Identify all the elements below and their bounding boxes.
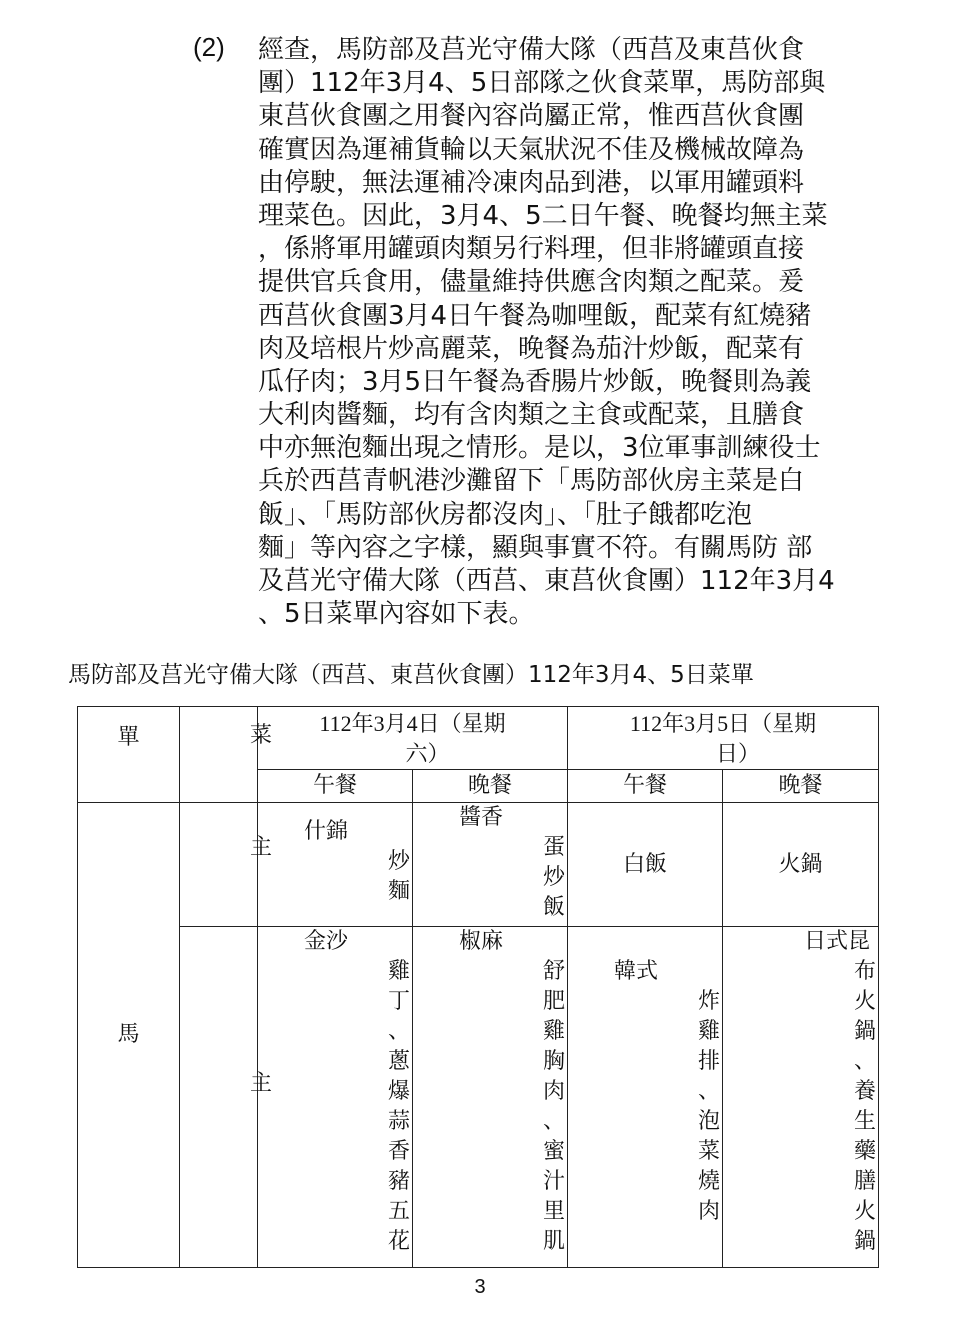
menu-char: 肥 xyxy=(542,989,565,1014)
paragraph-line: 瓜仔肉；3月5日午餐為香腸片炒飯，晚餐則為義 xyxy=(258,366,812,397)
lunch-header: 午餐 xyxy=(568,770,723,803)
menu-cell xyxy=(413,803,568,927)
menu-char: 花 xyxy=(387,1229,410,1254)
menu-char: 蔥 xyxy=(387,1049,410,1074)
menu-char: 肉 xyxy=(542,1079,565,1104)
paragraph-line: 理菜色。因此，3月4、5二日午餐、晚餐均無主菜 xyxy=(258,200,828,231)
menu-char: 養 xyxy=(853,1079,876,1104)
menu-char: 炒 xyxy=(542,865,565,890)
menu-char: 火 xyxy=(853,989,876,1014)
paragraph-line: 兵於西莒青帆港沙灘留下「馬防部伙房主菜是白 xyxy=(258,466,805,497)
menu-char: 丁 xyxy=(387,989,410,1014)
menu-char: 炒 xyxy=(387,849,410,874)
paragraph-line: 飯」、「馬防部伙房都沒肉」、「肚子餓都吃泡 xyxy=(258,499,753,530)
menu-char: 燒 xyxy=(697,1169,720,1194)
menu-item-start: 日式昆 xyxy=(803,929,870,954)
menu-item-start: 韓式 xyxy=(613,959,658,984)
menu-cell xyxy=(413,927,568,1268)
menu-char: 蜜 xyxy=(542,1139,565,1164)
menu-item-start: 醬香 xyxy=(458,805,503,830)
paragraph-line: 大利肉醬麵，均有含肉類之主食或配菜，且膳食 xyxy=(258,400,805,431)
menu-char: 藥 xyxy=(853,1139,876,1164)
menu-char: 、 xyxy=(697,1079,720,1104)
paragraph-line: 肉及培根片炒高麗菜，晚餐為茄汁炒飯，配菜有 xyxy=(258,333,805,364)
menu-char: 泡 xyxy=(697,1109,720,1134)
paragraph-line: 及莒光守備大隊（西莒、東莒伙食團）112年3月4 xyxy=(258,566,835,596)
menu-char: 肉 xyxy=(697,1199,720,1224)
menu-char: 飯 xyxy=(542,895,565,920)
paragraph-line: 經查，馬防部及莒光守備大隊（西莒及東莒伙食 xyxy=(258,35,805,65)
menu-char: 蛋 xyxy=(542,835,565,860)
page-number: 3 xyxy=(474,1276,486,1298)
menu-char: 麵 xyxy=(387,879,410,904)
menu-char: 菜 xyxy=(697,1139,720,1164)
menu-char: 生 xyxy=(853,1109,876,1134)
date-header-mar5-line2: 日） xyxy=(715,741,760,766)
category-header-label: 菜 xyxy=(250,723,273,748)
paragraph-line: 由停駛，無法運補冷凍肉品到港，以軍用罐頭料 xyxy=(258,167,805,198)
paragraph-line: 確實因為運補貨輪以天氣狀況不佳及機械故障為 xyxy=(258,134,805,165)
menu-char: 火 xyxy=(853,1199,876,1224)
menu-char: 雞 xyxy=(697,1019,720,1044)
menu-cell xyxy=(258,803,413,927)
side-dish-category-label: 主 xyxy=(250,1071,273,1096)
date-header-mar4 xyxy=(258,707,568,770)
menu-char: 膳 xyxy=(853,1169,876,1194)
side-dish-category xyxy=(180,927,273,1268)
menu-cell: 火鍋 xyxy=(723,803,879,927)
paragraph-line: 中亦無泡麵出現之情形。是以，3位軍事訓練役士 xyxy=(258,433,821,464)
menu-char: 豬 xyxy=(387,1169,410,1194)
dinner-header: 晚餐 xyxy=(413,770,568,803)
date-header-mar4-line1: 112年3月4日（星期 xyxy=(319,711,506,736)
menu-table xyxy=(77,706,879,1268)
paragraph-line: ，係將軍用罐頭肉類另行料理，但非將罐頭直接 xyxy=(258,234,805,265)
paragraph-line: 麵」等內容之字樣，顯與事實不符。有關馬防 部 xyxy=(258,532,813,563)
menu-char: 五 xyxy=(387,1199,410,1224)
menu-cell xyxy=(258,927,413,1268)
menu-char: 排 xyxy=(697,1049,720,1074)
menu-char: 炸 xyxy=(697,989,720,1014)
paragraph-line: 團）112年3月4、5日部隊之伙食菜單，馬防部與 xyxy=(258,68,826,99)
menu-item-start: 椒麻 xyxy=(458,929,503,954)
menu-item-start: 金沙 xyxy=(303,929,348,954)
menu-char: 鍋 xyxy=(853,1019,876,1044)
menu-char: 鍋 xyxy=(853,1229,876,1254)
menu-cell xyxy=(568,927,723,1268)
menu-char: 雞 xyxy=(542,1019,565,1044)
paragraph-line: 提供官兵食用，儘量維持供應含肉類之配菜。爰 xyxy=(258,267,805,298)
unit-header: 單 xyxy=(78,707,180,803)
menu-char: 雞 xyxy=(387,959,410,984)
menu-char: 舒 xyxy=(542,959,565,984)
menu-char: 汁 xyxy=(542,1169,565,1194)
menu-char: 里 xyxy=(542,1199,565,1224)
paragraph-line: 、5日菜單內容如下表。 xyxy=(258,599,535,630)
paragraph-line: 東莒伙食團之用餐內容尚屬正常，惟西莒伙食團 xyxy=(258,101,805,132)
body-paragraph xyxy=(258,34,898,631)
menu-char: 香 xyxy=(387,1139,410,1164)
table-caption: 馬防部及莒光守備大隊（西莒、東莒伙食團）112年3月4、5日菜單 xyxy=(68,662,754,688)
menu-char: 、 xyxy=(387,1019,410,1044)
main-dish-category xyxy=(180,803,273,927)
dinner-header: 晚餐 xyxy=(723,770,879,803)
menu-char: 、 xyxy=(542,1109,565,1134)
category-header xyxy=(180,707,273,803)
main-dish-category-label: 主 xyxy=(250,835,273,860)
date-header-mar5-line1: 112年3月5日（星期 xyxy=(629,711,817,736)
unit-cell: 馬 xyxy=(78,803,180,1268)
menu-char: 爆 xyxy=(387,1079,410,1104)
menu-cell xyxy=(723,927,879,1268)
menu-char: 胸 xyxy=(542,1049,565,1074)
date-header-mar4-line2: 六） xyxy=(405,741,450,766)
menu-item-start: 什錦 xyxy=(303,819,348,844)
lunch-header: 午餐 xyxy=(258,770,413,803)
item-number: (2) xyxy=(193,32,225,62)
menu-char: 蒜 xyxy=(387,1109,410,1134)
paragraph-line: 西莒伙食團3月4日午餐為咖哩飯，配菜有紅燒豬 xyxy=(258,300,812,331)
date-header-mar5 xyxy=(568,707,879,770)
menu-char: 、 xyxy=(853,1049,876,1074)
menu-char: 肌 xyxy=(542,1229,565,1254)
menu-char: 布 xyxy=(853,959,876,984)
menu-cell: 白飯 xyxy=(568,803,723,927)
